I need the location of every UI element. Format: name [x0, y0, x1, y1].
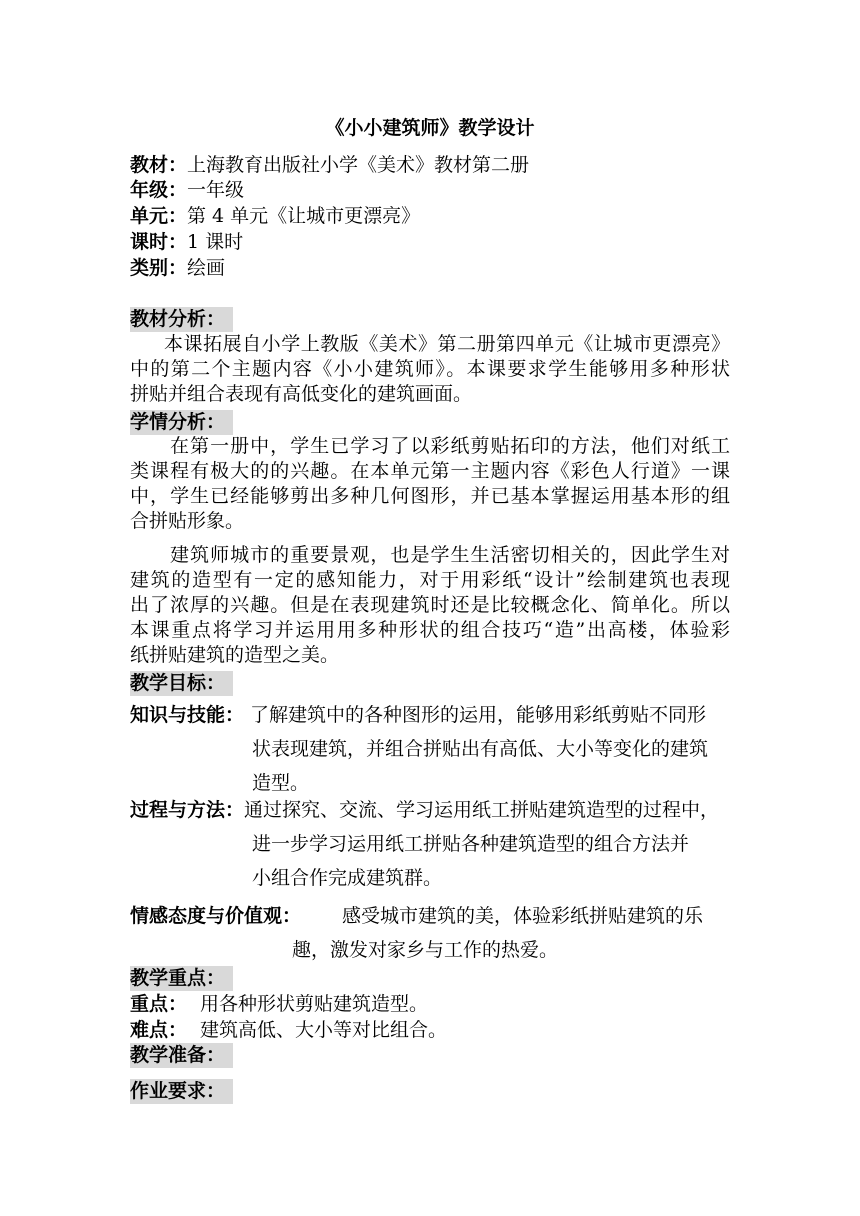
section-heading-objectives: 教学目标： [130, 671, 233, 696]
objective-process-text [244, 793, 719, 895]
meta-grade-label: 年级： [130, 179, 188, 201]
meta-textbook-label: 教材： [130, 154, 188, 176]
learner-analysis-paragraph-1 [130, 434, 730, 534]
objective-attitude-label: 情感态度与价值观： [130, 905, 302, 927]
objective-line: 趣，激发对家乡与工作的热爱。 [292, 939, 559, 961]
learner-analysis-paragraph-2 [130, 543, 730, 668]
objective-line: 状表现建筑，并组合拼贴出有高低、大小等变化的建筑 [252, 738, 709, 760]
objective-line: 进一步学习运用纸工拼贴各种建筑造型的组合方法并 [252, 833, 690, 855]
meta-unit [130, 204, 420, 228]
objective-line: 小组合作完成建筑群。 [252, 867, 443, 889]
objective-line: 感受城市建筑的美，体验彩纸拼贴建筑的乐 [342, 905, 704, 927]
paragraph-line: 中，学生已经能够剪出多种几何图形，并已基本掌握运用基本形的组 [130, 485, 730, 507]
paragraph-line: 建筑师城市的重要景观，也是学生生活密切相关的，因此学生对 [170, 544, 730, 566]
paragraph-line: 建筑的造型有一定的感知能力，对于用彩纸“设计”绘制建筑也表现 [130, 569, 730, 591]
material-analysis-paragraph [130, 332, 730, 407]
paragraph-line: 本课拓展自小学上教版《美术》第二册第四单元《让城市更漂亮》 [164, 333, 730, 355]
difficult-point-line [130, 1018, 447, 1042]
meta-grade-value: 一年级 [187, 179, 245, 201]
objective-knowledge-label: 知识与技能： [130, 704, 245, 726]
objective-line: 通过探究、交流、学习运用纸工拼贴建筑造型的过程中， [244, 799, 720, 821]
meta-hours-value: 1 课时 [187, 231, 244, 253]
meta-category [130, 256, 225, 280]
difficult-point-label: 难点： [130, 1019, 188, 1041]
meta-unit-value: 第 4 单元《让城市更漂亮》 [187, 205, 421, 227]
document-title: 《小小建筑师》教学设计 [325, 117, 535, 139]
meta-grade [130, 178, 244, 202]
difficult-point-value: 建筑高低、大小等对比组合。 [200, 1019, 448, 1041]
section-heading-learner-analysis: 学情分析： [130, 410, 233, 435]
key-point-label: 重点： [130, 993, 188, 1015]
section-heading-key-points: 教学重点： [130, 966, 233, 991]
meta-category-label: 类别： [130, 257, 188, 279]
objective-attitude-text [292, 899, 703, 967]
paragraph-line: 合拼贴形象。 [130, 510, 245, 532]
paragraph-line: 出了浓厚的兴趣。但是在表现建筑时还是比较概念化、简单化。所以 [130, 594, 730, 616]
paragraph-line: 中的第二个主题内容《小小建筑师》。本课要求学生能够用多种形状 [130, 358, 730, 380]
meta-unit-label: 单元： [130, 205, 188, 227]
section-heading-preparation: 教学准备： [130, 1043, 233, 1068]
section-heading-homework: 作业要求： [130, 1079, 233, 1104]
meta-hours [130, 230, 243, 254]
paragraph-line: 类课程有极大的的兴趣。在本单元第一主题内容《彩色人行道》一课 [130, 460, 730, 482]
section-heading-material-analysis: 教材分析： [130, 307, 233, 332]
objective-knowledge-text [250, 698, 708, 800]
meta-textbook-value: 上海教育出版社小学《美术》教材第二册 [187, 154, 530, 176]
paragraph-line: 纸拼贴建筑的造型之美。 [130, 644, 340, 666]
objective-line: 了解建筑中的各种图形的运用，能够用彩纸剪贴不同形 [250, 704, 707, 726]
meta-category-value: 绘画 [187, 257, 226, 279]
paragraph-line: 拼贴并组合表现有高低变化的建筑画面。 [130, 383, 473, 405]
key-point-line [130, 992, 428, 1016]
meta-textbook [130, 153, 529, 177]
objective-process-label: 过程与方法： [130, 799, 245, 821]
meta-hours-label: 课时： [130, 231, 188, 253]
paragraph-line: 在第一册中，学生已学习了以彩纸剪贴拓印的方法，他们对纸工 [170, 435, 730, 457]
paragraph-line: 本课重点将学习并运用用多种形状的组合技巧“造”出高楼，体验彩 [130, 619, 730, 641]
key-point-value: 用各种形状剪贴建筑造型。 [200, 993, 429, 1015]
objective-line: 造型。 [252, 772, 310, 794]
